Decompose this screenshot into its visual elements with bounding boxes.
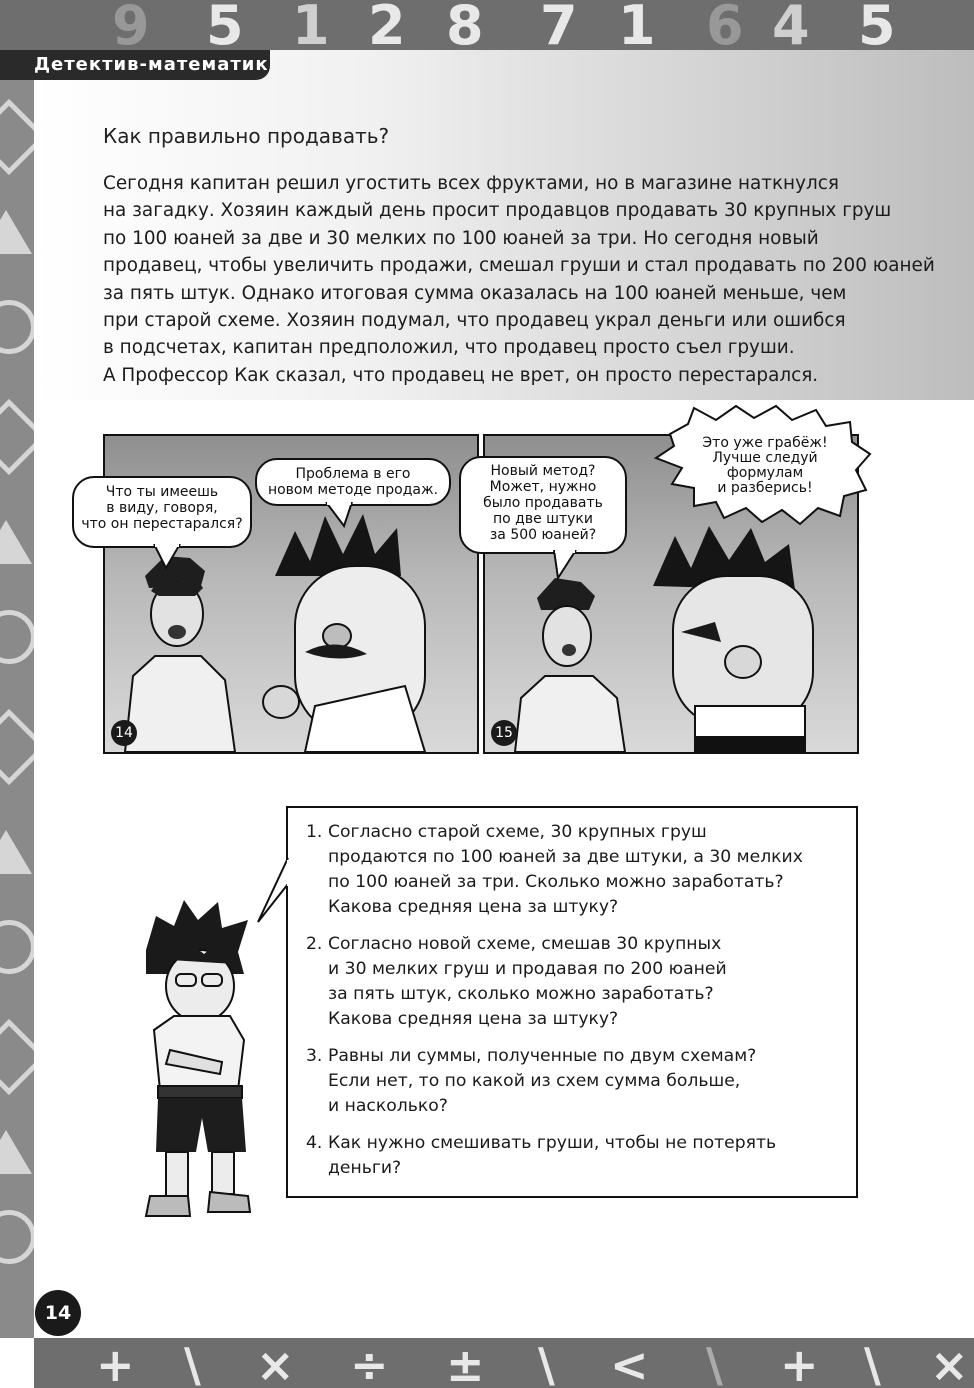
- question-line: Если нет, то по какой из схем сумма больше,: [328, 1071, 741, 1091]
- intro-line: за пять штук. Однако итоговая сумма оказалась на 100 юаней меньше, чем: [103, 282, 847, 304]
- bubble-line: Может, нужно: [489, 479, 597, 495]
- question-line: Согласно новой схеме, смешав 30 крупных: [328, 934, 722, 954]
- panel-number-badge: 15: [491, 720, 517, 746]
- bottom-decor-strip: [34, 1338, 974, 1388]
- digit-glyph: 4: [772, 0, 810, 50]
- intro-line: на загадку. Хозяин каждый день просит продавцов продавать 30 крупных груш: [103, 200, 892, 222]
- question-item: [306, 1131, 846, 1181]
- digit-glyph: 1: [292, 0, 330, 50]
- question-item: [306, 820, 846, 920]
- circle-shape: [0, 1210, 34, 1264]
- page-number: 14: [35, 1290, 81, 1336]
- section-title: Детектив-математик: [34, 54, 269, 75]
- square-shape: [0, 709, 34, 785]
- square-shape: [0, 1019, 34, 1095]
- triangle-shape: [0, 210, 32, 254]
- digit-glyph: 6: [706, 0, 744, 50]
- math-symbol-glyph: \: [538, 1338, 555, 1388]
- bubble-line: по две штуки: [493, 511, 593, 527]
- math-symbol-glyph: +: [780, 1338, 819, 1388]
- top-decor-strip: [0, 0, 974, 50]
- bubble-line: Проблема в его: [295, 466, 411, 482]
- question-line: за пять штук, сколько можно заработать?: [328, 984, 714, 1004]
- panel-number-badge: 14: [111, 720, 137, 746]
- question-line: по 100 юаней за три. Сколько можно заработать?: [328, 872, 784, 892]
- digit-glyph: 9: [112, 0, 150, 50]
- bubble-tail: [322, 502, 362, 528]
- question-item: [306, 932, 846, 1032]
- digit-glyph: 5: [858, 0, 896, 50]
- circle-shape: [0, 300, 34, 354]
- question-number: 4.: [306, 1133, 323, 1153]
- math-symbol-glyph: ×: [256, 1338, 295, 1388]
- page-heading: Как правильно продавать?: [103, 124, 390, 148]
- circle-shape: [0, 920, 34, 974]
- math-symbol-glyph: \: [184, 1338, 201, 1388]
- speech-bubble-professor-14: [255, 458, 451, 506]
- burst-text: [690, 436, 840, 496]
- bubble-line: за 500 юаней?: [489, 527, 597, 543]
- question-line: и насколько?: [328, 1096, 448, 1116]
- question-line: Какова средняя цена за штуку?: [328, 1009, 619, 1029]
- intro-paragraph: [103, 170, 943, 389]
- bubble-tail: [150, 544, 190, 570]
- digit-glyph: 7: [540, 0, 578, 50]
- burst-line: Это уже грабёж!: [702, 435, 828, 451]
- math-symbol-glyph: <: [610, 1338, 649, 1388]
- square-shape: [0, 399, 34, 475]
- question-line: Согласно старой схеме, 30 крупных груш: [328, 822, 707, 842]
- question-line: продаются по 100 юаней за две штуки, а 30 мелких: [328, 847, 803, 867]
- burst-line: и разберись!: [717, 480, 813, 496]
- intro-line: при старой схеме. Хозяин подумал, что продавец украл деньги или ошибся: [103, 310, 846, 332]
- math-symbol-glyph: \: [706, 1338, 723, 1388]
- left-decor-strip: [0, 50, 34, 1338]
- intro-line: по 100 юаней за две и 30 мелких по 100 юаней за три. Но сегодня новый: [103, 227, 819, 249]
- math-symbol-glyph: ×: [930, 1338, 969, 1388]
- bubble-line: в виду, говоря,: [106, 500, 218, 516]
- bubble-line: новом методе продаж.: [267, 482, 439, 498]
- burst-line: Лучше следуй: [712, 450, 818, 466]
- question-number: 3.: [306, 1046, 323, 1066]
- math-symbol-glyph: ÷: [350, 1338, 389, 1388]
- bubble-line: было продавать: [483, 495, 603, 511]
- bubble-tail: [548, 550, 588, 580]
- question-line: и 30 мелких груш и продавая по 200 юаней: [328, 959, 727, 979]
- digit-glyph: 8: [446, 0, 484, 50]
- square-shape: [0, 99, 34, 175]
- math-symbol-glyph: +: [96, 1338, 135, 1388]
- intro-line: в подсчетах, капитан предположил, что продавец просто съел груши.: [103, 337, 795, 359]
- burst-line: формулам: [726, 465, 804, 481]
- questions-list: [306, 820, 846, 1193]
- triangle-shape: [0, 1130, 32, 1174]
- circle-shape: [0, 610, 34, 664]
- digit-glyph: 1: [618, 0, 656, 50]
- question-number: 1.: [306, 822, 323, 842]
- question-item: [306, 1044, 846, 1119]
- question-number: 2.: [306, 934, 323, 954]
- bubble-line: Что ты имеешь: [105, 484, 219, 500]
- bubble-line: Новый метод?: [490, 463, 596, 479]
- math-symbol-glyph: \: [864, 1338, 881, 1388]
- questions-box-pointer: [256, 858, 290, 928]
- intro-line: Сегодня капитан решил угостить всех фруктами, но в магазине наткнулся: [103, 173, 839, 194]
- bubble-line: что он перестарался?: [81, 516, 243, 532]
- question-line: Какова средняя цена за штуку?: [328, 897, 619, 917]
- triangle-shape: [0, 830, 32, 874]
- boy-detective-illustration: [126, 890, 266, 1230]
- question-line: Как нужно смешивать груши, чтобы не потерять: [328, 1133, 777, 1153]
- speech-bubble-boy-14: [72, 476, 252, 548]
- math-symbol-glyph: ±: [446, 1338, 485, 1388]
- digit-glyph: 2: [368, 0, 406, 50]
- speech-bubble-boy-15: [459, 456, 627, 554]
- question-line: Равны ли суммы, полученные по двум схемам?: [328, 1046, 757, 1066]
- question-line: деньги?: [328, 1158, 402, 1178]
- intro-line: продавец, чтобы увеличить продажи, смешал груши и стал продавать по 200 юаней: [103, 255, 935, 277]
- intro-line: А Профессор Как сказал, что продавец не врет, он просто перестарался.: [103, 364, 819, 386]
- triangle-shape: [0, 520, 32, 564]
- digit-glyph: 5: [206, 0, 244, 50]
